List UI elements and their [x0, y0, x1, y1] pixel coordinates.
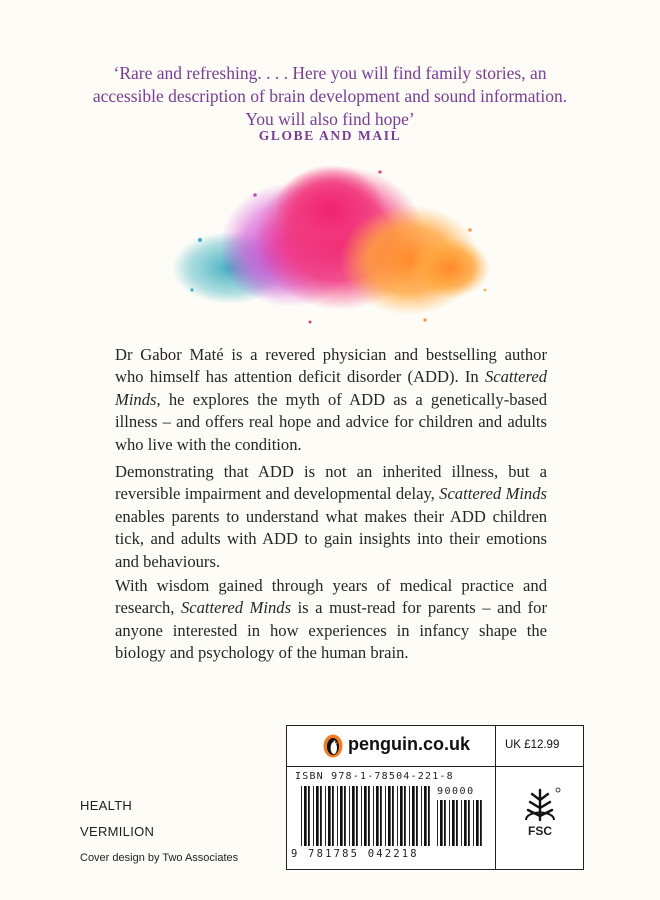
panel-divider — [495, 726, 496, 869]
barcode-image — [301, 786, 431, 846]
review-source: GLOBE AND MAIL — [258, 128, 402, 143]
imprint-label: VERMILION — [80, 824, 155, 839]
barcode-bar — [328, 786, 331, 846]
barcode-bar — [464, 800, 467, 846]
barcode-bar — [325, 786, 326, 846]
barcode-bar — [373, 786, 374, 846]
book-title: Scattered Minds — [180, 598, 292, 618]
barcode-bar — [409, 786, 410, 846]
barcode-bar — [344, 786, 346, 846]
barcode-bar — [424, 786, 427, 846]
publisher-website: penguin.co.uk — [348, 734, 471, 754]
isbn-label: ISBN 978-1-78504-221-8 — [295, 771, 454, 782]
addon-number: 90000 — [437, 786, 475, 797]
barcode-bar — [376, 786, 379, 846]
barcode-bar — [473, 800, 474, 846]
barcode-bar — [449, 800, 450, 846]
barcode-bar — [385, 786, 386, 846]
barcode-bar — [316, 786, 319, 846]
barcode-bar — [440, 800, 443, 846]
barcode-bar — [368, 786, 370, 846]
barcode-bar — [380, 786, 382, 846]
book-title: Scattered Minds — [115, 367, 547, 409]
blurb-paragraph-2: Demonstrating that ADD is not an inherited illness, but a reversible impairment and developmental delay, Scattered Minds enables parents to understand what makes their ADD children tick, and adults with ADD to gain insights into their emotions and behaviours. — [115, 462, 547, 571]
barcode-bar — [416, 786, 418, 846]
barcode-bar — [356, 786, 358, 846]
barcode-bar — [361, 786, 362, 846]
barcode-bar — [397, 786, 398, 846]
barcode-bar — [337, 786, 338, 846]
barcode-bar — [392, 786, 394, 846]
addon-barcode-image — [437, 800, 485, 846]
barcode-bar — [388, 786, 391, 846]
barcode-bar — [404, 786, 406, 846]
paint-splash-image — [170, 150, 500, 340]
barcode-bar — [476, 800, 479, 846]
book-title: Scattered Minds — [439, 484, 547, 504]
barcode-bar — [428, 786, 430, 846]
cover-credit: Cover design by Two Associates — [80, 852, 239, 864]
blurb-paragraph-1: Dr Gabor Maté is a revered physician and bestselling author who himself has attention deficit disorder (ADD). In Scattered Minds, he explores the myth of ADD as a genetically-based illness – and offers real hope and advice for children and adults who live with the condition. — [115, 345, 547, 454]
barcode-bar — [400, 786, 403, 846]
barcode-bar — [437, 800, 438, 846]
fsc-label: FSC — [528, 824, 552, 838]
barcode-bar — [468, 800, 470, 846]
blurb-paragraph-3: With wisdom gained through years of medical practice and research, Scattered Minds is a must-read for parents – and for anyone interested in how experiences in infancy shape the biology and psychology of the human brain. — [115, 576, 547, 663]
barcode-bar — [461, 800, 462, 846]
barcode-bar — [444, 800, 446, 846]
barcode-bar — [480, 800, 482, 846]
barcode-bar — [313, 786, 314, 846]
barcode-bar — [421, 786, 422, 846]
barcode-digits: 9 781785 042218 — [291, 848, 419, 860]
barcode-bar — [412, 786, 415, 846]
penguin-logo-icon — [323, 734, 343, 758]
barcode-bar — [301, 786, 302, 846]
category-label: HEALTH — [80, 798, 133, 813]
price-label: UK £12.99 — [505, 739, 560, 751]
barcode-panel — [286, 725, 584, 870]
barcode-bar — [320, 786, 322, 846]
barcode-bar — [304, 786, 307, 846]
barcode-bar — [352, 786, 355, 846]
barcode-bar — [456, 800, 458, 846]
review-quote: ‘Rare and refreshing. . . . Here you will find family stories, an accessible description of brain development and sound information. You will also find hope’ — [92, 63, 568, 129]
barcode-bar — [308, 786, 310, 846]
barcode-bar — [452, 800, 455, 846]
barcode-bar — [340, 786, 343, 846]
barcode-bar — [349, 786, 350, 846]
barcode-bar — [332, 786, 334, 846]
barcode-bar — [364, 786, 367, 846]
